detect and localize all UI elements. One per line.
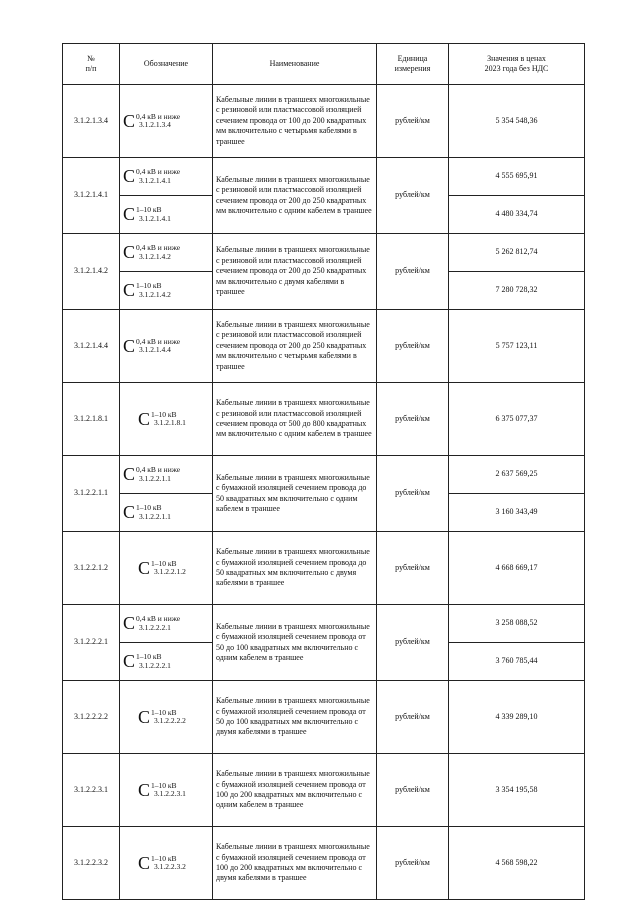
designation-cell	[120, 754, 213, 827]
price-value: 4 480 334,74	[449, 196, 585, 234]
row-number: 3.1.2.1.3.4	[63, 85, 120, 158]
price-value: 7 280 728,32	[449, 272, 585, 310]
item-name: Кабельные линии в траншеях многожильные с бумажной изоляцией сечением провода от 50 до 100 квадратных мм включительно с одним кабелем в траншее	[213, 605, 377, 681]
item-name: Кабельные линии в траншеях многожильные с резиновой или пластмассовой изоляцией сечением провода от 500 до 800 квадратных мм включительно с одним кабелем в траншее	[213, 383, 377, 456]
price-value: 5 354 548,36	[449, 85, 585, 158]
price-value: 6 375 077,37	[449, 383, 585, 456]
table-row	[63, 383, 585, 456]
designation-voltage: 0,4 кВ и ниже	[136, 614, 181, 624]
row-number: 3.1.2.1.4.1	[63, 158, 120, 234]
table-row	[63, 681, 585, 754]
item-name: Кабельные линии в траншеях многожильные с бумажной изоляцией сечением провода от 100 до 200 квадратных мм включительно с одним кабелем в траншее	[213, 754, 377, 827]
price-value: 3 760 785,44	[449, 643, 585, 681]
unit-cell: рублей/км	[377, 827, 449, 900]
designation-letter: C	[138, 408, 151, 429]
header-unit-text: Единица измерения	[394, 53, 431, 73]
unit-cell: рублей/км	[377, 234, 449, 310]
designation-letter: C	[123, 502, 136, 523]
unit-cell: рублей/км	[377, 158, 449, 234]
designation-voltage: 0,4 кВ и ниже	[136, 243, 181, 253]
designation-code: 3.1.2.1.4.1	[139, 213, 171, 223]
designation-cell	[120, 272, 213, 310]
unit-cell: рублей/км	[377, 532, 449, 605]
designation-letter: C	[123, 242, 136, 263]
designation-indices	[136, 167, 180, 185]
row-number: 3.1.2.1.4.2	[63, 234, 120, 310]
designation-symbol	[123, 503, 171, 521]
row-number: 3.1.2.1.8.1	[63, 383, 120, 456]
price-value: 4 555 695,91	[449, 158, 585, 196]
table-row	[63, 234, 585, 272]
unit-cell: рублей/км	[377, 456, 449, 532]
unit-cell: рублей/км	[377, 85, 449, 158]
designation-letter: C	[123, 280, 136, 301]
designation-indices	[151, 708, 186, 726]
table-header-row	[63, 44, 585, 85]
header-num-text: № п/п	[85, 53, 97, 73]
designation-symbol	[123, 614, 180, 632]
designation-voltage: 1–10 кВ	[151, 409, 177, 419]
designation-code: 3.1.2.2.2.2	[154, 716, 186, 726]
designation-code: 3.1.2.2.1.2	[154, 567, 186, 577]
designation-indices	[151, 854, 186, 872]
item-name: Кабельные линии в траншеях многожильные с резиновой или пластмассовой изоляцией сечением провода от 100 до 200 квадратных мм включительно с четырьмя кабелями в траншее	[213, 85, 377, 158]
header-designation	[120, 44, 213, 85]
price-value: 4 568 598,22	[449, 827, 585, 900]
row-number: 3.1.2.2.2.2	[63, 681, 120, 754]
designation-symbol	[123, 243, 180, 261]
designation-code: 3.1.2.1.4.4	[139, 345, 171, 355]
designation-voltage: 1–10 кВ	[151, 853, 177, 863]
designation-cell	[120, 310, 213, 383]
designation-letter: C	[123, 651, 136, 672]
designation-code: 3.1.2.2.2.1	[139, 660, 171, 670]
designation-symbol	[138, 708, 186, 726]
table-row	[63, 456, 585, 494]
header-num	[63, 44, 120, 85]
designation-code: 3.1.2.1.4.1	[139, 175, 171, 185]
item-name: Кабельные линии в траншеях многожильные с бумажной изоляцией сечением провода от 50 до 100 квадратных мм включительно с двумя кабелями в траншее	[213, 681, 377, 754]
price-value: 3 160 343,49	[449, 494, 585, 532]
designation-indices	[151, 410, 186, 428]
item-name: Кабельные линии в траншеях многожильные с резиновой или пластмассовой изоляцией сечением провода от 200 до 250 квадратных мм включительно с одним кабелем в траншее	[213, 158, 377, 234]
unit-cell: рублей/км	[377, 754, 449, 827]
price-value: 5 757 123,11	[449, 310, 585, 383]
designation-indices	[151, 559, 186, 577]
designation-letter: C	[123, 204, 136, 225]
header-name	[213, 44, 377, 85]
designation-letter: C	[138, 779, 151, 800]
designation-symbol	[123, 281, 171, 299]
row-number: 3.1.2.2.1.1	[63, 456, 120, 532]
designation-symbol	[123, 167, 180, 185]
designation-voltage: 0,4 кВ и ниже	[136, 336, 181, 346]
designation-voltage: 1–10 кВ	[136, 503, 162, 513]
item-name: Кабельные линии в траншеях многожильные с резиновой или пластмассовой изоляцией сечением провода от 200 до 250 квадратных мм включительно с двумя кабелями в траншее	[213, 234, 377, 310]
designation-indices	[136, 205, 171, 223]
designation-symbol	[138, 854, 186, 872]
designation-indices	[136, 281, 171, 299]
header-unit	[377, 44, 449, 85]
table-row	[63, 754, 585, 827]
designation-symbol	[123, 205, 171, 223]
designation-cell	[120, 85, 213, 158]
designation-code: 3.1.2.2.2.1	[139, 622, 171, 632]
unit-cell: рублей/км	[377, 681, 449, 754]
table-row	[63, 827, 585, 900]
designation-symbol	[123, 112, 180, 130]
row-number: 3.1.2.2.2.1	[63, 605, 120, 681]
designation-symbol	[123, 652, 171, 670]
table-row	[63, 158, 585, 196]
item-name: Кабельные линии в траншеях многожильные с резиновой или пластмассовой изоляцией сечением провода от 200 до 250 квадратных мм включительно с четырьмя кабелями в траншее	[213, 310, 377, 383]
table-row	[63, 605, 585, 643]
designation-cell	[120, 827, 213, 900]
designation-code: 3.1.2.1.4.2	[139, 251, 171, 261]
designation-code: 3.1.2.2.1.1	[139, 473, 171, 483]
designation-cell	[120, 643, 213, 681]
designation-letter: C	[123, 110, 136, 131]
designation-code: 3.1.2.1.3.4	[139, 120, 171, 130]
designation-code: 3.1.2.1.4.2	[139, 289, 171, 299]
item-name: Кабельные линии в траншеях многожильные с бумажной изоляцией сечением провода до 50 квадратных мм включительно с двумя кабелями в траншее	[213, 532, 377, 605]
designation-voltage: 1–10 кВ	[151, 558, 177, 568]
item-name: Кабельные линии в траншеях многожильные с бумажной изоляцией сечением провода до 50 квадратных мм включительно с одним кабелем в траншее	[213, 456, 377, 532]
table-row	[63, 310, 585, 383]
designation-cell	[120, 605, 213, 643]
row-number: 3.1.2.2.1.2	[63, 532, 120, 605]
price-value: 4 668 669,17	[449, 532, 585, 605]
row-number: 3.1.2.2.3.1	[63, 754, 120, 827]
designation-indices	[136, 112, 180, 130]
unit-cell: рублей/км	[377, 383, 449, 456]
designation-cell	[120, 383, 213, 456]
row-number: 3.1.2.2.3.2	[63, 827, 120, 900]
designation-code: 3.1.2.1.8.1	[154, 418, 186, 428]
price-value: 5 262 812,74	[449, 234, 585, 272]
designation-code: 3.1.2.2.3.1	[154, 789, 186, 799]
header-value-text: Значения в ценах 2023 года без НДС	[484, 53, 549, 73]
price-value: 3 354 195,58	[449, 754, 585, 827]
designation-symbol	[138, 410, 186, 428]
designation-symbol	[138, 781, 186, 799]
designation-letter: C	[123, 335, 136, 356]
designation-indices	[136, 337, 180, 355]
table-body	[63, 85, 585, 900]
price-value: 3 258 088,52	[449, 605, 585, 643]
designation-code: 3.1.2.2.3.2	[154, 862, 186, 872]
designation-symbol	[123, 465, 180, 483]
designation-indices	[151, 781, 186, 799]
header-designation-text: Обозначение	[143, 58, 189, 68]
designation-voltage: 1–10 кВ	[151, 780, 177, 790]
designation-letter: C	[138, 557, 151, 578]
header-value	[449, 44, 585, 85]
price-value: 4 339 289,10	[449, 681, 585, 754]
price-value: 2 637 569,25	[449, 456, 585, 494]
designation-cell	[120, 456, 213, 494]
designation-cell	[120, 532, 213, 605]
designation-cell	[120, 158, 213, 196]
designation-cell	[120, 196, 213, 234]
designation-cell	[120, 494, 213, 532]
designation-code: 3.1.2.2.1.1	[139, 511, 171, 521]
table-row	[63, 85, 585, 158]
designation-indices	[136, 465, 180, 483]
designation-indices	[136, 503, 171, 521]
row-number: 3.1.2.1.4.4	[63, 310, 120, 383]
designation-voltage: 1–10 кВ	[136, 281, 162, 291]
designation-letter: C	[123, 464, 136, 485]
item-name: Кабельные линии в траншеях многожильные с бумажной изоляцией сечением провода от 100 до 200 квадратных мм включительно с двумя кабелями в траншее	[213, 827, 377, 900]
designation-letter: C	[123, 166, 136, 187]
designation-voltage: 1–10 кВ	[151, 707, 177, 717]
designation-voltage: 0,4 кВ и ниже	[136, 465, 181, 475]
table-row	[63, 532, 585, 605]
designation-voltage: 0,4 кВ и ниже	[136, 111, 181, 121]
designation-voltage: 1–10 кВ	[136, 205, 162, 215]
unit-cell: рублей/км	[377, 310, 449, 383]
unit-cell: рублей/км	[377, 605, 449, 681]
designation-indices	[136, 614, 180, 632]
designation-letter: C	[138, 706, 151, 727]
designation-symbol	[123, 337, 180, 355]
designation-cell	[120, 234, 213, 272]
header-name-text: Наименование	[269, 58, 320, 68]
designation-voltage: 0,4 кВ и ниже	[136, 167, 181, 177]
designation-symbol	[138, 559, 186, 577]
tariff-table	[62, 43, 585, 900]
designation-indices	[136, 652, 171, 670]
designation-cell	[120, 681, 213, 754]
designation-voltage: 1–10 кВ	[136, 652, 162, 662]
designation-indices	[136, 243, 180, 261]
designation-letter: C	[123, 613, 136, 634]
designation-letter: C	[138, 852, 151, 873]
